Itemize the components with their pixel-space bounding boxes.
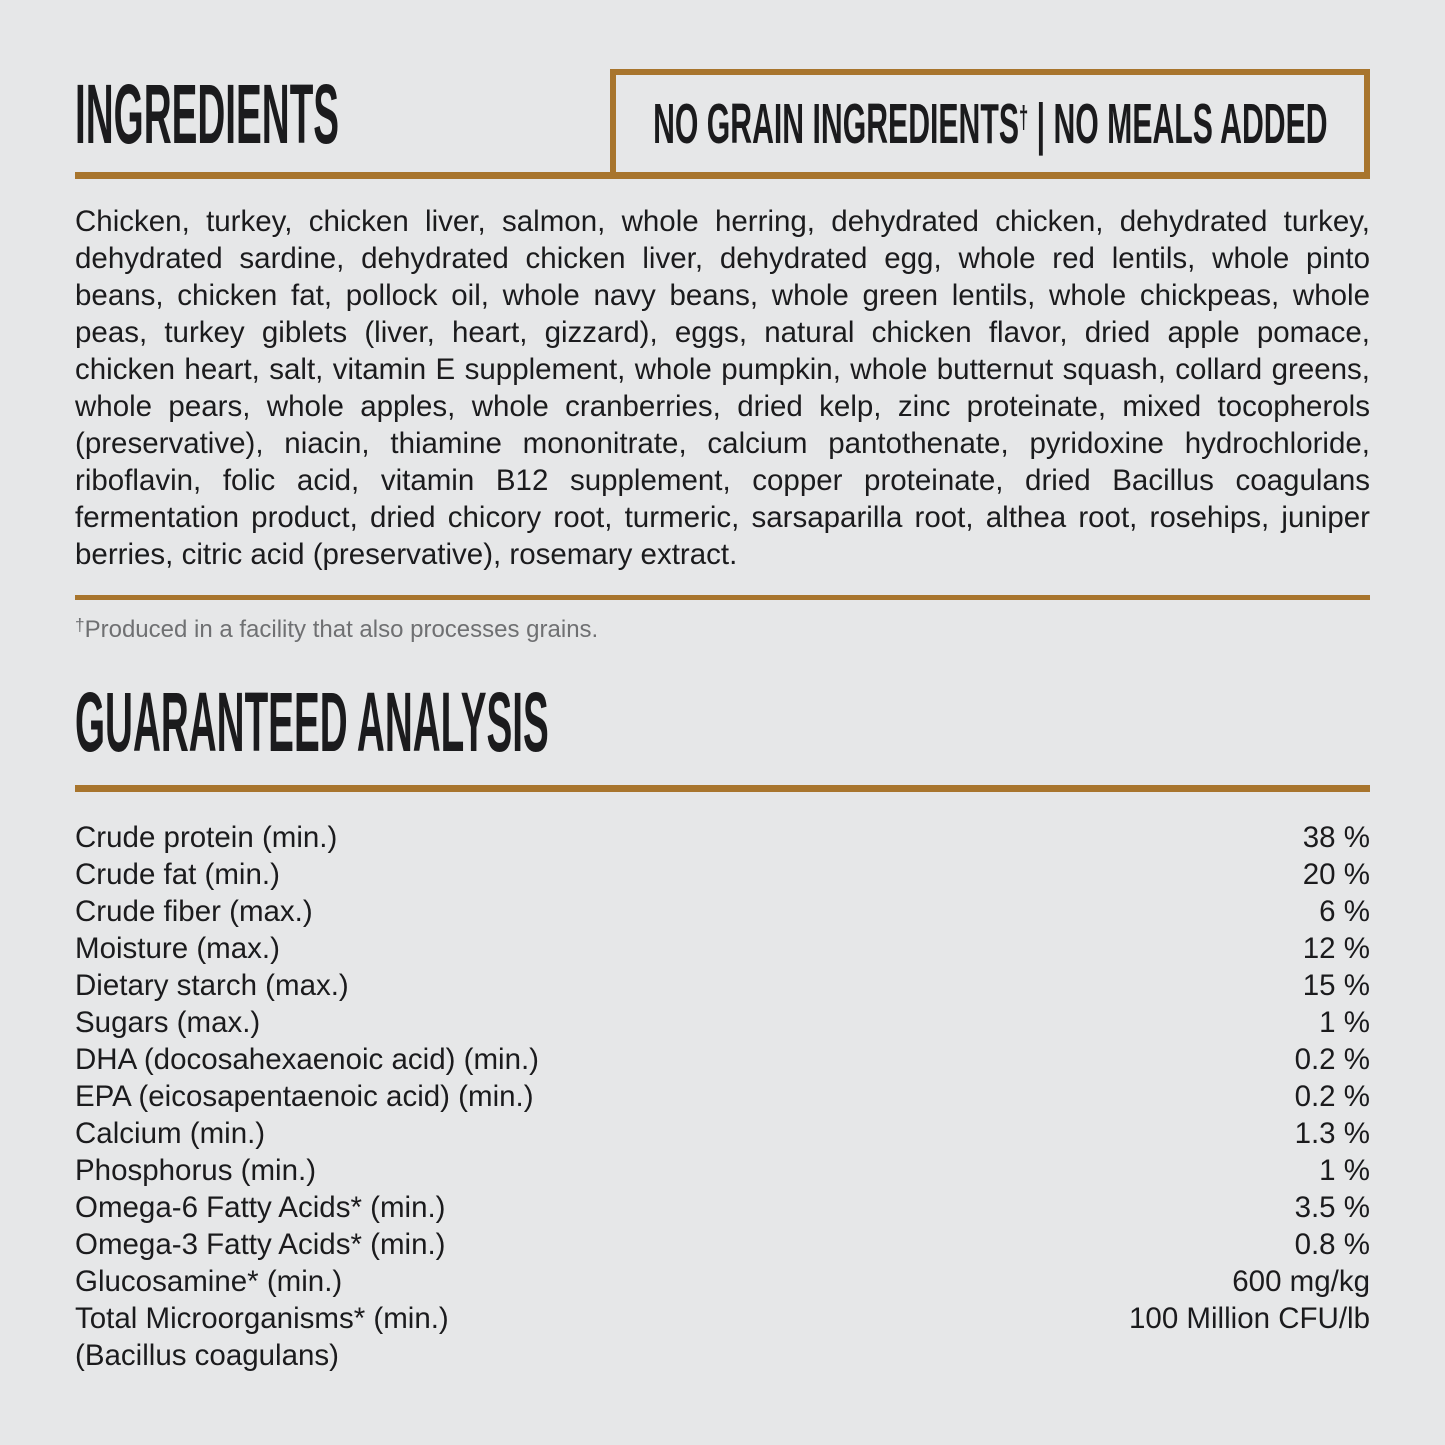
analysis-row-label: Moisture (max.): [75, 932, 280, 966]
grain-facility-footnote: [75, 615, 1370, 644]
ingredients-list-text: Chicken, turkey, chicken liver, salmon, whole herring, dehydrated chicken, dehydrated turkey, dehydrated sardine, dehydrated chicken liver, dehydrated egg, whole red lentils, whole pinto beans, chicken fat, pollock oil, whole navy beans, whole green lentils, whole chickpeas, whole peas, turkey giblets (liver, heart, gizzard), eggs, natural chicken flavor, dried apple pomace, chicken heart, salt, vitamin E supplement, whole pumpkin, whole butternut squash, collard greens, whole pears, whole apples, whole cranberries, dried kelp, zinc proteinate, mixed tocopherols (preservative), niacin, thiamine mononitrate, calcium pantothenate, pyridoxine hydrochloride, riboflavin, folic acid, vitamin B12 supplement, copper proteinate, dried Bacillus coagulans fermentation product, dried chicory root, turmeric, sarsaparilla root, althea root, rosehips, juniper berries, citric acid (preservative), rosemary extract.: [75, 205, 1370, 571]
no-grain-badge-text: [653, 91, 1328, 157]
analysis-row-value: 15 %: [1302, 969, 1370, 1003]
table-row: [75, 1300, 1370, 1337]
analysis-row-value: 100 Million CFU/lb: [1129, 1302, 1370, 1336]
analysis-row-label: Sugars (max.): [75, 1006, 261, 1040]
analysis-row-label: Glucosamine* (min.): [75, 1265, 343, 1299]
badge-text-pre: NO GRAIN INGREDIENTS: [652, 91, 1019, 156]
analysis-row-value: 0.2 %: [1294, 1080, 1370, 1114]
badge-dagger: †: [1018, 99, 1028, 135]
analysis-row-label: DHA (docosahexaenoic acid) (min.): [75, 1043, 540, 1077]
analysis-row-value: 0.2 %: [1294, 1043, 1370, 1077]
analysis-row-value: 0.8 %: [1294, 1228, 1370, 1262]
analysis-row-label: Phosphorus (min.): [75, 1154, 317, 1188]
analysis-row-label: Crude fat (min.): [75, 858, 280, 892]
analysis-row-value: 1 %: [1319, 1006, 1370, 1040]
guaranteed-analysis-title: GUARANTEED ANALYSIS: [75, 674, 549, 769]
ingredients-title: INGREDIENTS: [75, 66, 340, 161]
table-row: [75, 930, 1370, 967]
table-row: [75, 893, 1370, 930]
accent-rule: [75, 595, 1370, 600]
analysis-row-label: Dietary starch (max.): [75, 969, 349, 1003]
analysis-row-label: Omega-3 Fatty Acids* (min.): [75, 1228, 446, 1262]
table-row: [75, 967, 1370, 1004]
ingredients-header: [75, 0, 1370, 179]
analysis-row-value: 3.5 %: [1294, 1191, 1370, 1225]
analysis-row-label: Omega-6 Fatty Acids* (min.): [75, 1191, 446, 1225]
table-row: [75, 856, 1370, 893]
table-row: [75, 1078, 1370, 1115]
analysis-row-value: 600 mg/kg: [1232, 1265, 1370, 1299]
footnote-text: Produced in a facility that also processes grains.: [84, 615, 599, 643]
analysis-row-label: Crude protein (min.): [75, 821, 338, 855]
table-row: [75, 1337, 1370, 1374]
analysis-row-label: Crude fiber (max.): [75, 895, 313, 929]
badge-text-post: | NO MEALS ADDED: [1027, 91, 1328, 156]
analysis-row-value: 12 %: [1302, 932, 1370, 966]
no-grain-badge: [610, 69, 1370, 172]
analysis-row-label: Total Microorganisms* (min.): [75, 1302, 449, 1336]
table-row: [75, 1226, 1370, 1263]
table-row: [75, 1041, 1370, 1078]
table-row: [75, 819, 1370, 856]
footnote-dagger: †: [75, 615, 85, 635]
analysis-row-label: (Bacillus coagulans): [75, 1339, 339, 1373]
analysis-table: [75, 819, 1370, 1374]
analysis-row-value: 1.3 %: [1294, 1117, 1370, 1151]
analysis-row-value: 1 %: [1319, 1154, 1370, 1188]
guaranteed-analysis-header: [75, 674, 1370, 792]
analysis-row-value: 20 %: [1302, 858, 1370, 892]
analysis-row-value: 6 %: [1319, 895, 1370, 929]
analysis-row-label: EPA (eicosapentaenoic acid) (min.): [75, 1080, 534, 1114]
table-row: [75, 1189, 1370, 1226]
table-row: [75, 1115, 1370, 1152]
analysis-row-value: 38 %: [1302, 821, 1370, 855]
table-row: [75, 1152, 1370, 1189]
analysis-row-label: Calcium (min.): [75, 1117, 266, 1151]
table-row: [75, 1263, 1370, 1300]
table-row: [75, 1004, 1370, 1041]
